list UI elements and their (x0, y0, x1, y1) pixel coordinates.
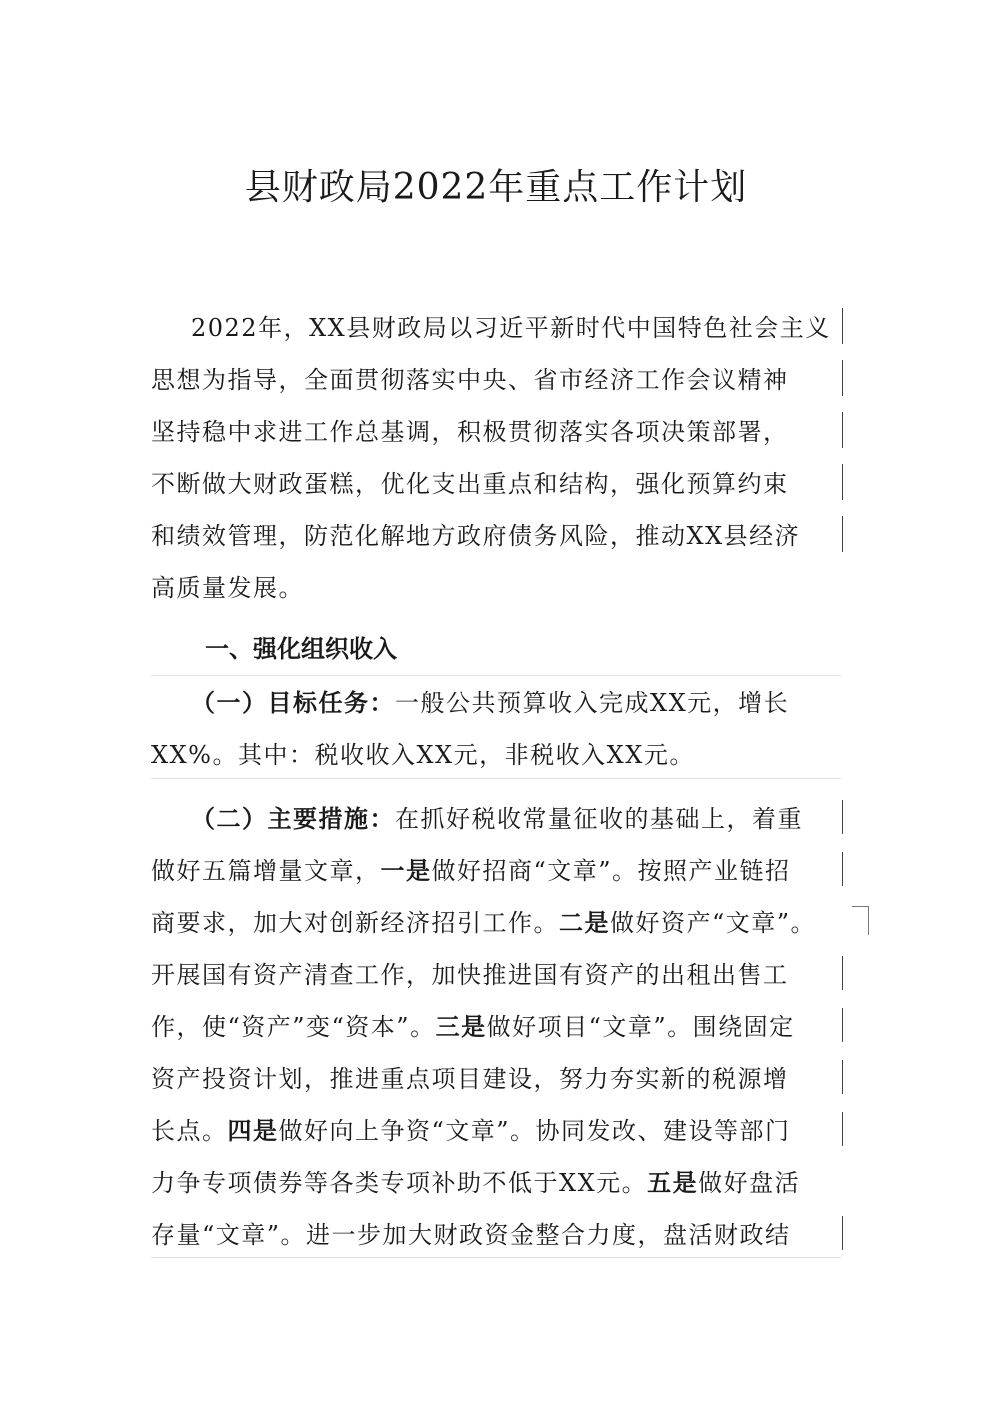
item-line (151, 677, 851, 729)
margin-mark (842, 360, 843, 396)
item-text: 做好招商“文章”。按照产业链招 (431, 857, 791, 885)
item-line (151, 897, 851, 949)
emphasis: 三是 (435, 1013, 487, 1041)
item-label: （一）目标任务： (191, 689, 395, 717)
item-line (151, 1105, 851, 1157)
item-text: 做好向上争资“文章”。协同发改、建设等部门 (278, 1117, 791, 1145)
intro-line: 思想为指导，全面贯彻落实中央、省市经济工作会议精神 (151, 366, 789, 394)
intro-line: 高质量发展。 (151, 574, 304, 602)
emphasis: 四是 (227, 1117, 279, 1145)
margin-corner-mark (852, 906, 869, 935)
divider (151, 1257, 841, 1258)
section-heading: 一、强化组织收入 (205, 635, 397, 663)
intro-line: 不断做大财政蛋糕，优化支出重点和结构，强化预算约束 (151, 470, 789, 498)
margin-mark (842, 464, 843, 500)
item-line: 资产投资计划，推进重点项目建设，努力夯实新的税源增 (151, 1065, 789, 1093)
item-line (151, 845, 851, 897)
intro-paragraph (151, 302, 851, 614)
intro-line: 坚持稳中求进工作总基调，积极贯彻落实各项决策部署， (151, 418, 789, 446)
item-text: 做好盘活 (698, 1169, 801, 1197)
margin-mark (842, 852, 843, 886)
item-text: 做好资产“文章”。 (610, 909, 817, 937)
item-text: 一般公共预算收入完成XX元，增长 (395, 689, 790, 717)
margin-mark (842, 1112, 843, 1146)
emphasis: 五是 (647, 1169, 699, 1197)
emphasis: 二是 (559, 909, 610, 937)
item-line (151, 793, 851, 845)
item-text: 商要求，加大对创新经济招引工作。 (151, 909, 559, 937)
item-text: 力争专项债券等各类专项补助不低于XX元。 (151, 1169, 648, 1197)
margin-mark (842, 412, 843, 448)
item-text: 在抓好税收常量征收的基础上，着重 (395, 805, 803, 833)
item-line (151, 1001, 851, 1053)
margin-mark (842, 1060, 843, 1094)
intro-line: 2022年，XX县财政局以习近平新时代中国特色社会主义 (191, 314, 831, 342)
intro-line: 和绩效管理，防范化解地方政府债务风险，推动XX县经济 (151, 522, 801, 550)
item-text: 作，使“资产”变“资本”。 (151, 1013, 436, 1041)
margin-mark (842, 308, 843, 344)
margin-mark (842, 516, 843, 552)
item-text: 做好项目“文章”。围绕固定 (486, 1013, 795, 1041)
margin-mark (842, 1008, 843, 1042)
item-line: 开展国有资产清查工作，加快推进国有资产的出租出售工 (151, 961, 789, 989)
item-line: XX%。其中：税收收入XX元，非税收入XX元。 (151, 741, 695, 769)
divider (151, 675, 841, 676)
item-line (151, 1157, 851, 1209)
item-line: 存量“文章”。进一步加大财政资金整合力度，盘活财政结 (151, 1221, 791, 1249)
item-target-task (151, 677, 851, 781)
margin-mark (842, 800, 843, 834)
margin-mark (842, 956, 843, 990)
emphasis: 一是 (380, 857, 432, 885)
divider (151, 778, 841, 779)
document-title: 县财政局2022年重点工作计划 (244, 167, 748, 208)
margin-mark (842, 1216, 843, 1250)
item-text: 做好五篇增量文章， (151, 857, 381, 885)
item-text: 长点。 (151, 1117, 228, 1145)
item-main-measures (151, 793, 851, 1261)
item-label: （二）主要措施： (191, 805, 395, 833)
